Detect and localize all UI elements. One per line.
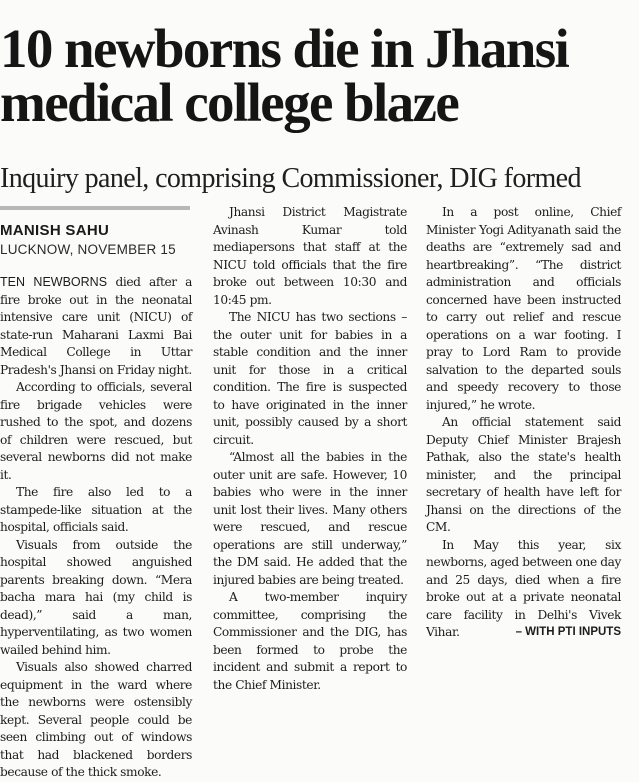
article-paragraph-lead [0,274,192,379]
byline-rule [0,206,190,210]
lead-text: died after a fire broke out in the neonatal intensive care unit (NICU) of state-run Maharani Laxmi Bai Medical College in Uttar Pradesh's Jhansi on Friday night. [0,275,192,377]
article-paragraph [426,537,621,642]
article-paragraph: The NICU has two sections – the outer unit for babies in a stable condition and the inner unit for those in a critical condition. The fire is suspected to have originated in the inner unit, possibly caused by a short circuit. [213,310,407,447]
article-column-2 [213,204,407,715]
article-paragraph: In a post online, Chief Minister Yogi Adityanath said the deaths are “extremely sad and heartbreaking”. “The district administration and officials concerned have been instructed to carry out relief and rescue operations on a war footing. I pray to Lord Ram to provide salvation to the departed souls and speedy recovery to those injured,” he wrote. [426,205,621,412]
article-paragraph: Jhansi District Magistrate Avinash Kumar told mediapersons that staff at the NICU told officials that the fire broke out between 10:30 and 10:45 pm. [213,205,407,307]
article-column-1 [0,274,192,779]
article-paragraph: According to officials, several fire brigade vehicles were rushed to the spot, and dozens of children were rescued, but several newborns did not make it. [0,380,192,482]
subheadline: Inquiry panel, comprising Commissioner, DIG formed [0,163,581,194]
article-paragraph: Visuals also showed charred equipment in the ward where the newborns were ostensibly kept. Several people could be seen climbing out of windows that had blackened borders because of the thick smoke. [0,660,192,779]
dateline: LUCKNOW, NOVEMBER 15 [0,242,176,257]
lead-caps: TEN NEWBORNS [0,275,108,289]
byline: MANISH SAHU [0,222,110,239]
article-paragraph: The fire also led to a stampede-like situation at the hospital, officials said. [0,485,192,534]
headline: 10 newborns die in Jhansi medical college blaze [0,18,569,133]
article-paragraph-text: In May this year, six newborns, aged between one day and 25 days, died when a fire broke out at a private neonatal care facility in Delhi's Vivek Vihar. [426,537,621,639]
article-paragraph: Visuals from outside the hospital showed anguished parents breaking down. “Mera bacha mara hai (my child is dead),” said a man, hyperventilating, as two women wailed behind him. [0,537,192,657]
article-paragraph: A two-member inquiry committee, comprising the Commissioner and the DIG, has been formed to probe the incident and submit a report to the Chief Minister. [213,590,407,692]
article-column-3 [426,204,621,715]
agency-credit: – WITH PTI INPUTS [515,626,621,638]
article-paragraph: An official statement said Deputy Chief Minister Brajesh Pathak, also the state's health minister, and the principal secretary of health have left for Jhansi on the directions of the CM. [426,415,621,534]
article-paragraph: “Almost all the babies in the outer unit are safe. However, 10 babies who were in the inner unit lost their lives. Many others were rescued, and rescue operations are still underway,” the DM said. He added that the injured babies are being treated. [213,450,407,587]
